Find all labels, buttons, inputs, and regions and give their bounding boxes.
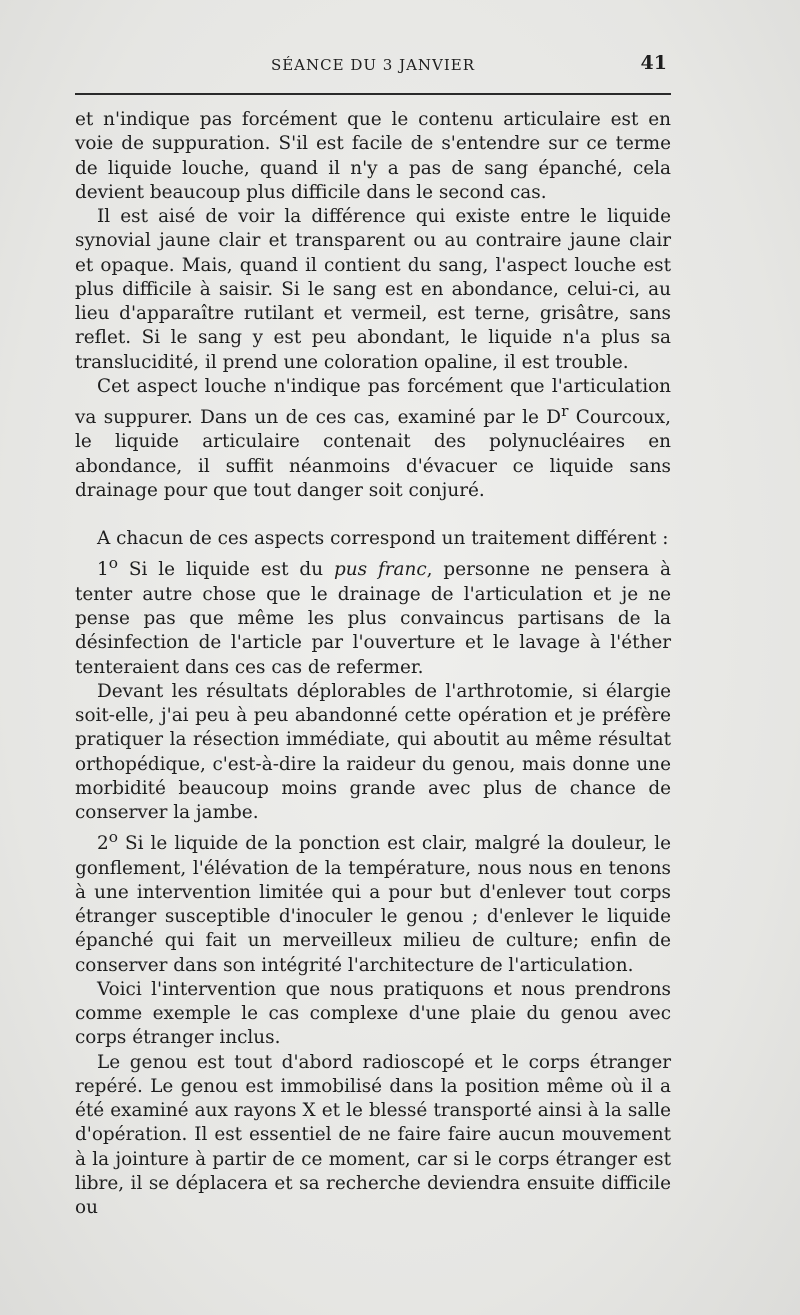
paragraph-arthrotomy: Devant les résultats déplorables de l'arthrotomie, si élargie soit-elle, j'ai peu à peu abandonné cette opération et je préfère pratiquer la résection immédiate, qui aboutit au même résultat orthopédique, c'est-à-dire la raideur du genou, mais donne une morbidité beaucoup moins grande avec plus de chance de conserver la jambe. [75, 680, 671, 823]
running-title: SÉANCE DU 3 JANVIER [270, 56, 476, 74]
paragraph-radioscopy: Le genou est tout d'abord radioscopé et le corps étranger repéré. Le genou est immobilisé dans la position même où il a été examiné aux rayons X et le blessé transporté ainsi à la salle d'opération. Il est essentiel de ne faire faire aucun mouvement à la jointure à partir de ce moment, car si le corps étranger est libre, il se déplacera et sa recherche deviendra ensuite difficile ou [75, 1051, 671, 1219]
page-header [75, 50, 671, 80]
paragraph-cloudy-aspect [75, 375, 671, 503]
paragraph-text: Si le liquide de la ponction est clair, malgré la douleur, le gonflement, l'élévation de la température, nous nous en tenons à une intervention limitée qui a pour but d'enlever tout corps étranger susceptible d'inoculer le genou ; d'enlever le liquide épanché qui fait un merveilleux milieu de culture; enfin de conserver dans son intégrité l'architecture de l'articulation. [75, 833, 671, 976]
paragraph-text: Cet aspect louche n'indique pas forcément que l'articulation va suppurer. Dans un de ces cas, examiné par le D [75, 375, 671, 429]
paragraph-treatment-intro: A chacun de ces aspects correspond un traitement différent : [97, 528, 669, 550]
italic-term: pus franc [333, 559, 427, 581]
paragraph-text: Si le liquide est du [117, 559, 334, 581]
paragraph-frank-pus [75, 551, 671, 679]
superscript: o [108, 828, 118, 847]
page-number: 41 [640, 52, 667, 74]
list-number: 1 [97, 559, 109, 581]
paragraph-synovial-liquid: Il est aisé de voir la différence qui existe entre le liquide synovial jaune clair et transparent ou au contraire jaune clair et opaque. Mais, quand il contient du sang, l'aspect louche est plus difficile à saisir. Si le sang est en abondance, celui-ci, au lieu d'apparaître rutilant et vermeil, est terne, grisâtre, sans reflet. Si le sang y est peu abondant, le liquide n'a plus sa translucidité, il prend une coloration opaline, il est trouble. [75, 206, 671, 373]
superscript: o [108, 554, 118, 573]
paragraph-text: Courcoux, le liquide articulaire contenait des polynucléaires en abondance, il suffit néanmoins d'évacuer ce liquide sans drainage pour que tout danger soit conjuré. [75, 407, 671, 501]
list-number: 2 [97, 833, 109, 855]
paragraph-continuation: et n'indique pas forcément que le contenu articulaire est en voie de suppuration. S'il est facile de s'entendre sur ce terme de liquide louche, quand il n'y a pas de sang épanché, cela devient beaucoup plus difficile dans le second cas. [75, 109, 671, 203]
paragraph-text: , personne ne pensera à tenter autre chose que le drainage de l'articulation et je ne pense pas que même les plus convaincus partisans de la désinfection de l'article par l'ouverture et le lavage à l'éther tenteraient dans ces cas de refermer. [75, 559, 671, 678]
paragraph-intervention: Voici l'intervention que nous pratiquons et nous prendrons comme exemple le cas complexe d'une plaie du genou avec corps étranger inclus. [75, 978, 671, 1049]
body-text [75, 108, 671, 1220]
paragraph-clear-liquid [75, 825, 671, 978]
header-rule [75, 93, 671, 95]
superscript: r [561, 402, 569, 420]
